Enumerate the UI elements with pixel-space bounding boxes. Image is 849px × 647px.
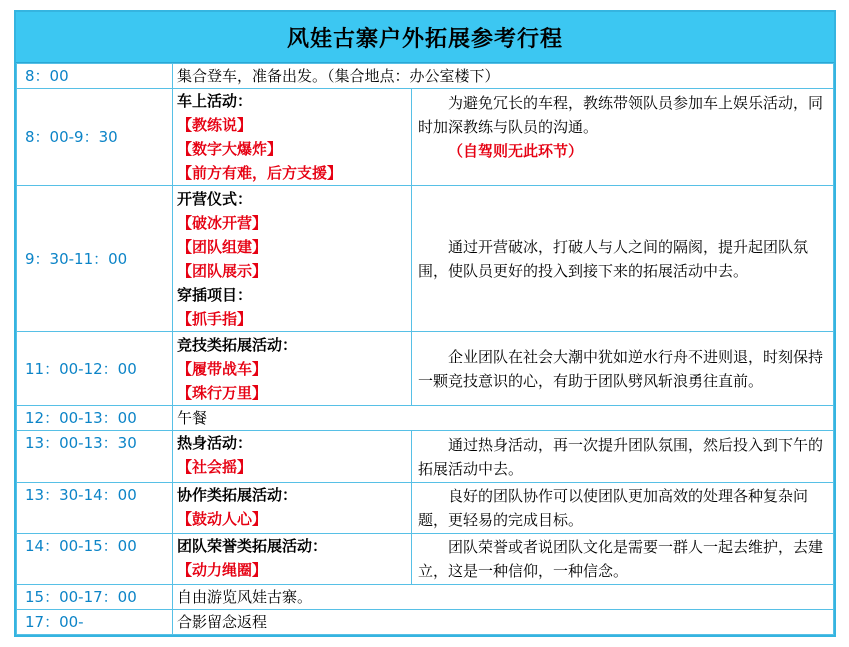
self-drive-note: （自驾则无此环节） [448, 142, 584, 160]
activity-item: 【数字大爆炸】 [177, 140, 283, 158]
table-row [17, 431, 834, 483]
activity-heading: 竞技类拓展活动： [177, 335, 298, 354]
activity-cell [173, 483, 412, 534]
activity-cell [173, 332, 412, 406]
activity-item: 【破冰开营】 [177, 213, 268, 232]
time-cell: 14：00-15：00 [17, 534, 173, 585]
table-row [17, 483, 834, 534]
activity-heading: 团队荣誉类拓展活动： [177, 537, 328, 555]
activity-item: 【教练说】 [177, 116, 253, 134]
time-cell: 12：00-13：00 [17, 406, 173, 431]
itinerary-table [16, 63, 834, 635]
description-text: 为避免冗长的车程，教练带领队员参加车上娱乐活动，同时加深教练与队员的沟通。 [418, 94, 824, 136]
time-cell: 15：00-17：00 [17, 585, 173, 610]
activity-cell: 自由游览风娃古寨。 [173, 585, 834, 610]
description-cell [412, 89, 834, 186]
activity-item: 【团队展示】 [177, 261, 268, 280]
activity-heading: 开营仪式： [177, 189, 253, 208]
activity-cell [173, 89, 412, 186]
activity-item: 【履带战车】 [177, 359, 268, 378]
activity-heading: 车上活动： [177, 92, 253, 110]
table-row [17, 534, 834, 585]
itinerary-sheet [14, 10, 836, 637]
time-cell: 8：00 [17, 64, 173, 89]
activity-heading: 穿插项目： [177, 285, 253, 304]
description-cell: 良好的团队协作可以使团队更加高效的处理各种复杂问题，更轻易的完成目标。 [412, 483, 834, 534]
activity-item: 【鼓动人心】 [177, 510, 268, 528]
time-cell: 9：30-11：00 [17, 186, 173, 332]
time-cell: 17：00- [17, 610, 173, 635]
activity-item: 【前方有难，后方支援】 [177, 164, 343, 182]
activity-cell [173, 186, 412, 332]
activity-heading: 协作类拓展活动： [177, 486, 298, 504]
activity-item: 【动力绳圈】 [177, 561, 268, 579]
activity-cell: 集合登车，准备出发。（集合地点：办公室楼下） [173, 64, 834, 89]
activity-cell: 午餐 [173, 406, 834, 431]
table-row [17, 186, 834, 332]
activity-item: 【抓手指】 [177, 309, 253, 328]
table-row [17, 610, 834, 635]
description-cell: 团队荣誉或者说团队文化是需要一群人一起去维护，去建立，这是一种信仰，一种信念。 [412, 534, 834, 585]
activity-cell: 合影留念返程 [173, 610, 834, 635]
table-row [17, 585, 834, 610]
sheet-title: 风娃古寨户外拓展参考行程 [16, 12, 834, 63]
time-cell: 13：00-13：30 [17, 431, 173, 483]
activity-heading: 热身活动： [177, 434, 253, 452]
activity-item: 【珠行万里】 [177, 383, 268, 402]
activity-item: 【团队组建】 [177, 237, 268, 256]
time-cell: 11：00-12：00 [17, 332, 173, 406]
activity-cell [173, 431, 412, 483]
table-row [17, 406, 834, 431]
activity-item: 【社会摇】 [177, 458, 253, 476]
description-cell: 企业团队在社会大潮中犹如逆水行舟不进则退，时刻保持一颗竞技意识的心，有助于团队劈风斩浪勇往直前。 [412, 332, 834, 406]
table-row [17, 89, 834, 186]
description-cell: 通过热身活动，再一次提升团队氛围，然后投入到下午的拓展活动中去。 [412, 431, 834, 483]
activity-cell [173, 534, 412, 585]
description-cell: 通过开营破冰，打破人与人之间的隔阂，提升起团队氛围，使队员更好的投入到接下来的拓展活动中去。 [412, 186, 834, 332]
time-cell: 13：30-14：00 [17, 483, 173, 534]
time-cell: 8：00-9：30 [17, 89, 173, 186]
table-row [17, 332, 834, 406]
table-row [17, 64, 834, 89]
